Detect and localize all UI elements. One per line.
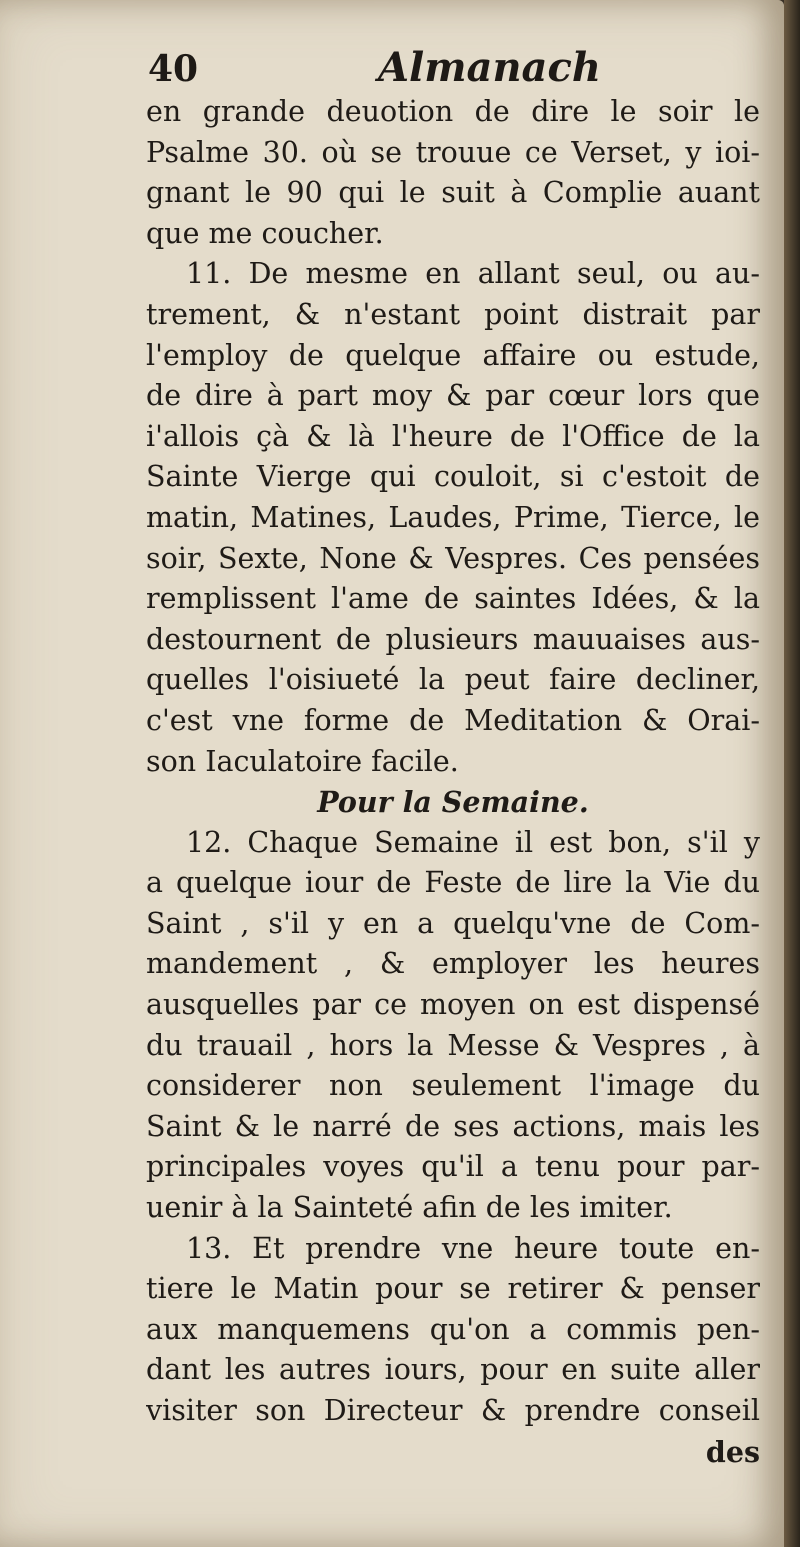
text-line: gnant le 90 qui le suit à Complie auant — [146, 176, 760, 210]
text-line: dant les autres iours, pour en suite aller — [146, 1353, 760, 1387]
text-line: quelles l'oisiueté la peut faire decliner, — [146, 663, 760, 697]
text-line: trement, & n'estant point distrait par — [146, 297, 760, 331]
text-line: c'est vne forme de Meditation & Orai- — [146, 703, 760, 737]
text-line: que me coucher. — [146, 216, 384, 250]
text-line: a quelque iour de Feste de lire la Vie du — [146, 866, 760, 900]
text-line: tiere le Matin pour se retirer & penser — [146, 1272, 760, 1306]
text-line: i'allois çà & là l'heure de l'Office de la — [146, 419, 760, 453]
text-line: ausquelles par ce moyen on est dispensé — [146, 988, 760, 1022]
paragraph-13-start: 13. Et prendre vne heure toute en- — [186, 1231, 760, 1265]
text-line: matin, Matines, Laudes, Prime, Tierce, le — [146, 500, 760, 534]
book-edge-shadow — [784, 0, 800, 1547]
text-line: visiter son Directeur & prendre conseil — [146, 1394, 760, 1427]
catchword: des — [705, 1434, 760, 1469]
text-line: principales voyes qu'il a tenu pour par- — [146, 1150, 760, 1184]
page-header — [148, 42, 758, 98]
text-line: Saint & le narré de ses actions, mais les — [146, 1109, 760, 1143]
text-line: destournent de plusieurs mauuaises aus- — [146, 622, 760, 656]
text-line: mandement , & employer les heures — [146, 947, 760, 981]
text-line: uenir à la Sainteté afin de les imiter. — [146, 1191, 673, 1225]
text-line: Saint , s'il y en a quelqu'vne de Com- — [146, 906, 760, 940]
text-line: Sainte Vierge qui couloit, si c'estoit de — [146, 460, 760, 494]
text-line: soir, Sexte, None & Vespres. Ces pensées — [146, 541, 760, 575]
text-line: de dire à part moy & par cœur lors que — [146, 379, 760, 413]
text-line: l'employ de quelque affaire ou estude, — [146, 338, 760, 372]
text-line: aux manquemens qu'on a commis pen- — [146, 1312, 760, 1346]
text-line: considerer non seulement l'image du — [146, 1069, 760, 1103]
text-line: du trauail , hors la Messe & Vespres , à — [146, 1028, 760, 1062]
paragraph-12-start: 12. Chaque Semaine il est bon, s'il y — [186, 825, 760, 859]
text-line: Psalme 30. où se trouue ce Verset, y ioi- — [146, 135, 760, 169]
text-line: son Iaculatoire facile. — [146, 744, 459, 778]
text-line: remplissent l'ame de saintes Idées, & la — [146, 582, 760, 616]
text-line: en grande deuotion de dire le soir le — [146, 95, 760, 128]
paragraph-11-start: 11. De mesme en allant seul, ou au- — [186, 257, 760, 291]
section-heading: Pour la Semaine. — [317, 785, 589, 820]
page-number: 40 — [148, 48, 199, 90]
running-title: Almanach — [378, 44, 601, 91]
body-text — [146, 92, 760, 1472]
